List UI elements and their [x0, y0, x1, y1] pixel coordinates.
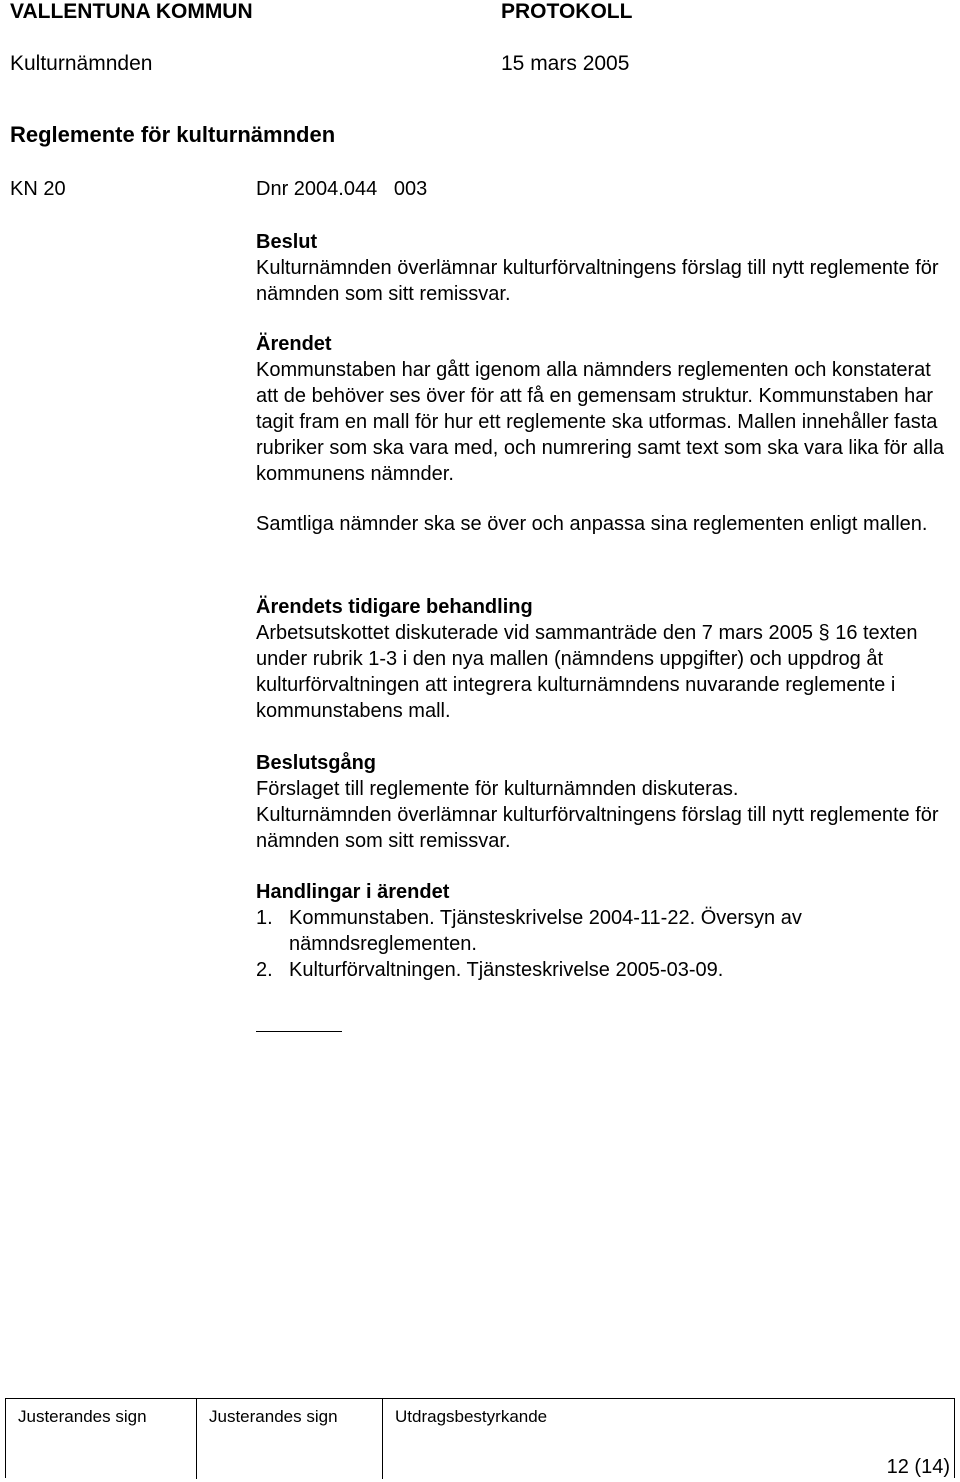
section-beslut: [256, 229, 946, 307]
signature-label: Justerandes sign: [18, 1407, 147, 1426]
divider: [256, 1031, 342, 1032]
section-text: Arbetsutskottet diskuterade vid sammanträde den 7 mars 2005 § 16 texten under rubrik 1-3 i den nya mallen (nämndens uppgifter) och uppdrog åt kulturförvaltningen att integrera kulturnämndens nuvarande reglemente i kommunstabens mall.: [256, 622, 918, 722]
extract-label: Utdragsbestyrkande: [395, 1407, 548, 1426]
list-item-number: 2.: [256, 959, 273, 981]
list-item-text: Kulturförvaltningen. Tjänsteskrivelse 2005-03-09.: [289, 959, 724, 981]
section-heading: Beslut: [256, 231, 318, 253]
signature-cell-2: [196, 1399, 382, 1479]
section-heading: Ärendet: [256, 333, 332, 355]
section-heading: Handlingar i ärendet: [256, 881, 450, 903]
documents-list: [256, 905, 946, 983]
meeting-date: 15 mars 2005: [501, 52, 630, 75]
signature-label: Justerandes sign: [209, 1407, 338, 1426]
section-arendet: [256, 331, 946, 537]
committee-name: Kulturnämnden: [10, 52, 153, 75]
section-text: Samtliga nämnder ska se över och anpassa sina reglementen enligt mallen.: [256, 513, 928, 535]
page-title: Reglemente för kulturnämnden: [10, 122, 336, 147]
section-text: Kulturnämnden överlämnar kulturförvaltningens förslag till nytt reglemente för nämnden som sitt remissvar.: [256, 804, 939, 852]
organization-name: VALLENTUNA KOMMUN: [10, 0, 253, 23]
signature-box: [5, 1398, 955, 1478]
list-item-text: Kommunstaben. Tjänsteskrivelse 2004-11-22. Översyn av nämndsreglementen.: [289, 907, 802, 955]
section-text: Förslaget till reglemente för kulturnämnden diskuteras.: [256, 778, 739, 800]
registration-number: Dnr 2004.044 003: [256, 178, 428, 200]
list-item: [256, 905, 946, 957]
signature-cell-1: [6, 1399, 196, 1479]
section-tidigare-behandling: [256, 594, 946, 724]
section-text: Kulturnämnden överlämnar kulturförvaltningens förslag till nytt reglemente för nämnden som sitt remissvar.: [256, 257, 939, 305]
section-handlingar: [256, 879, 946, 983]
list-item-number: 1.: [256, 907, 273, 929]
case-number: KN 20: [10, 178, 66, 200]
extract-cell: [382, 1399, 954, 1479]
document-type: PROTOKOLL: [501, 0, 633, 23]
section-text: Kommunstaben har gått igenom alla nämnders reglementen och konstaterat att de behöver ses över för att få en gemensam struktur. Kommunstaben har tagit fram en mall för hur ett reglemente ska utformas. Mallen innehåller fasta rubriker som ska vara med, och numrering samt text som ska vara lika för alla kommunens nämnder.: [256, 359, 945, 485]
list-item: [256, 957, 946, 983]
page-number: 12 (14): [886, 1456, 950, 1478]
section-heading: Ärendets tidigare behandling: [256, 596, 533, 618]
section-heading: Beslutsgång: [256, 752, 377, 774]
section-beslutsgang: [256, 750, 946, 854]
